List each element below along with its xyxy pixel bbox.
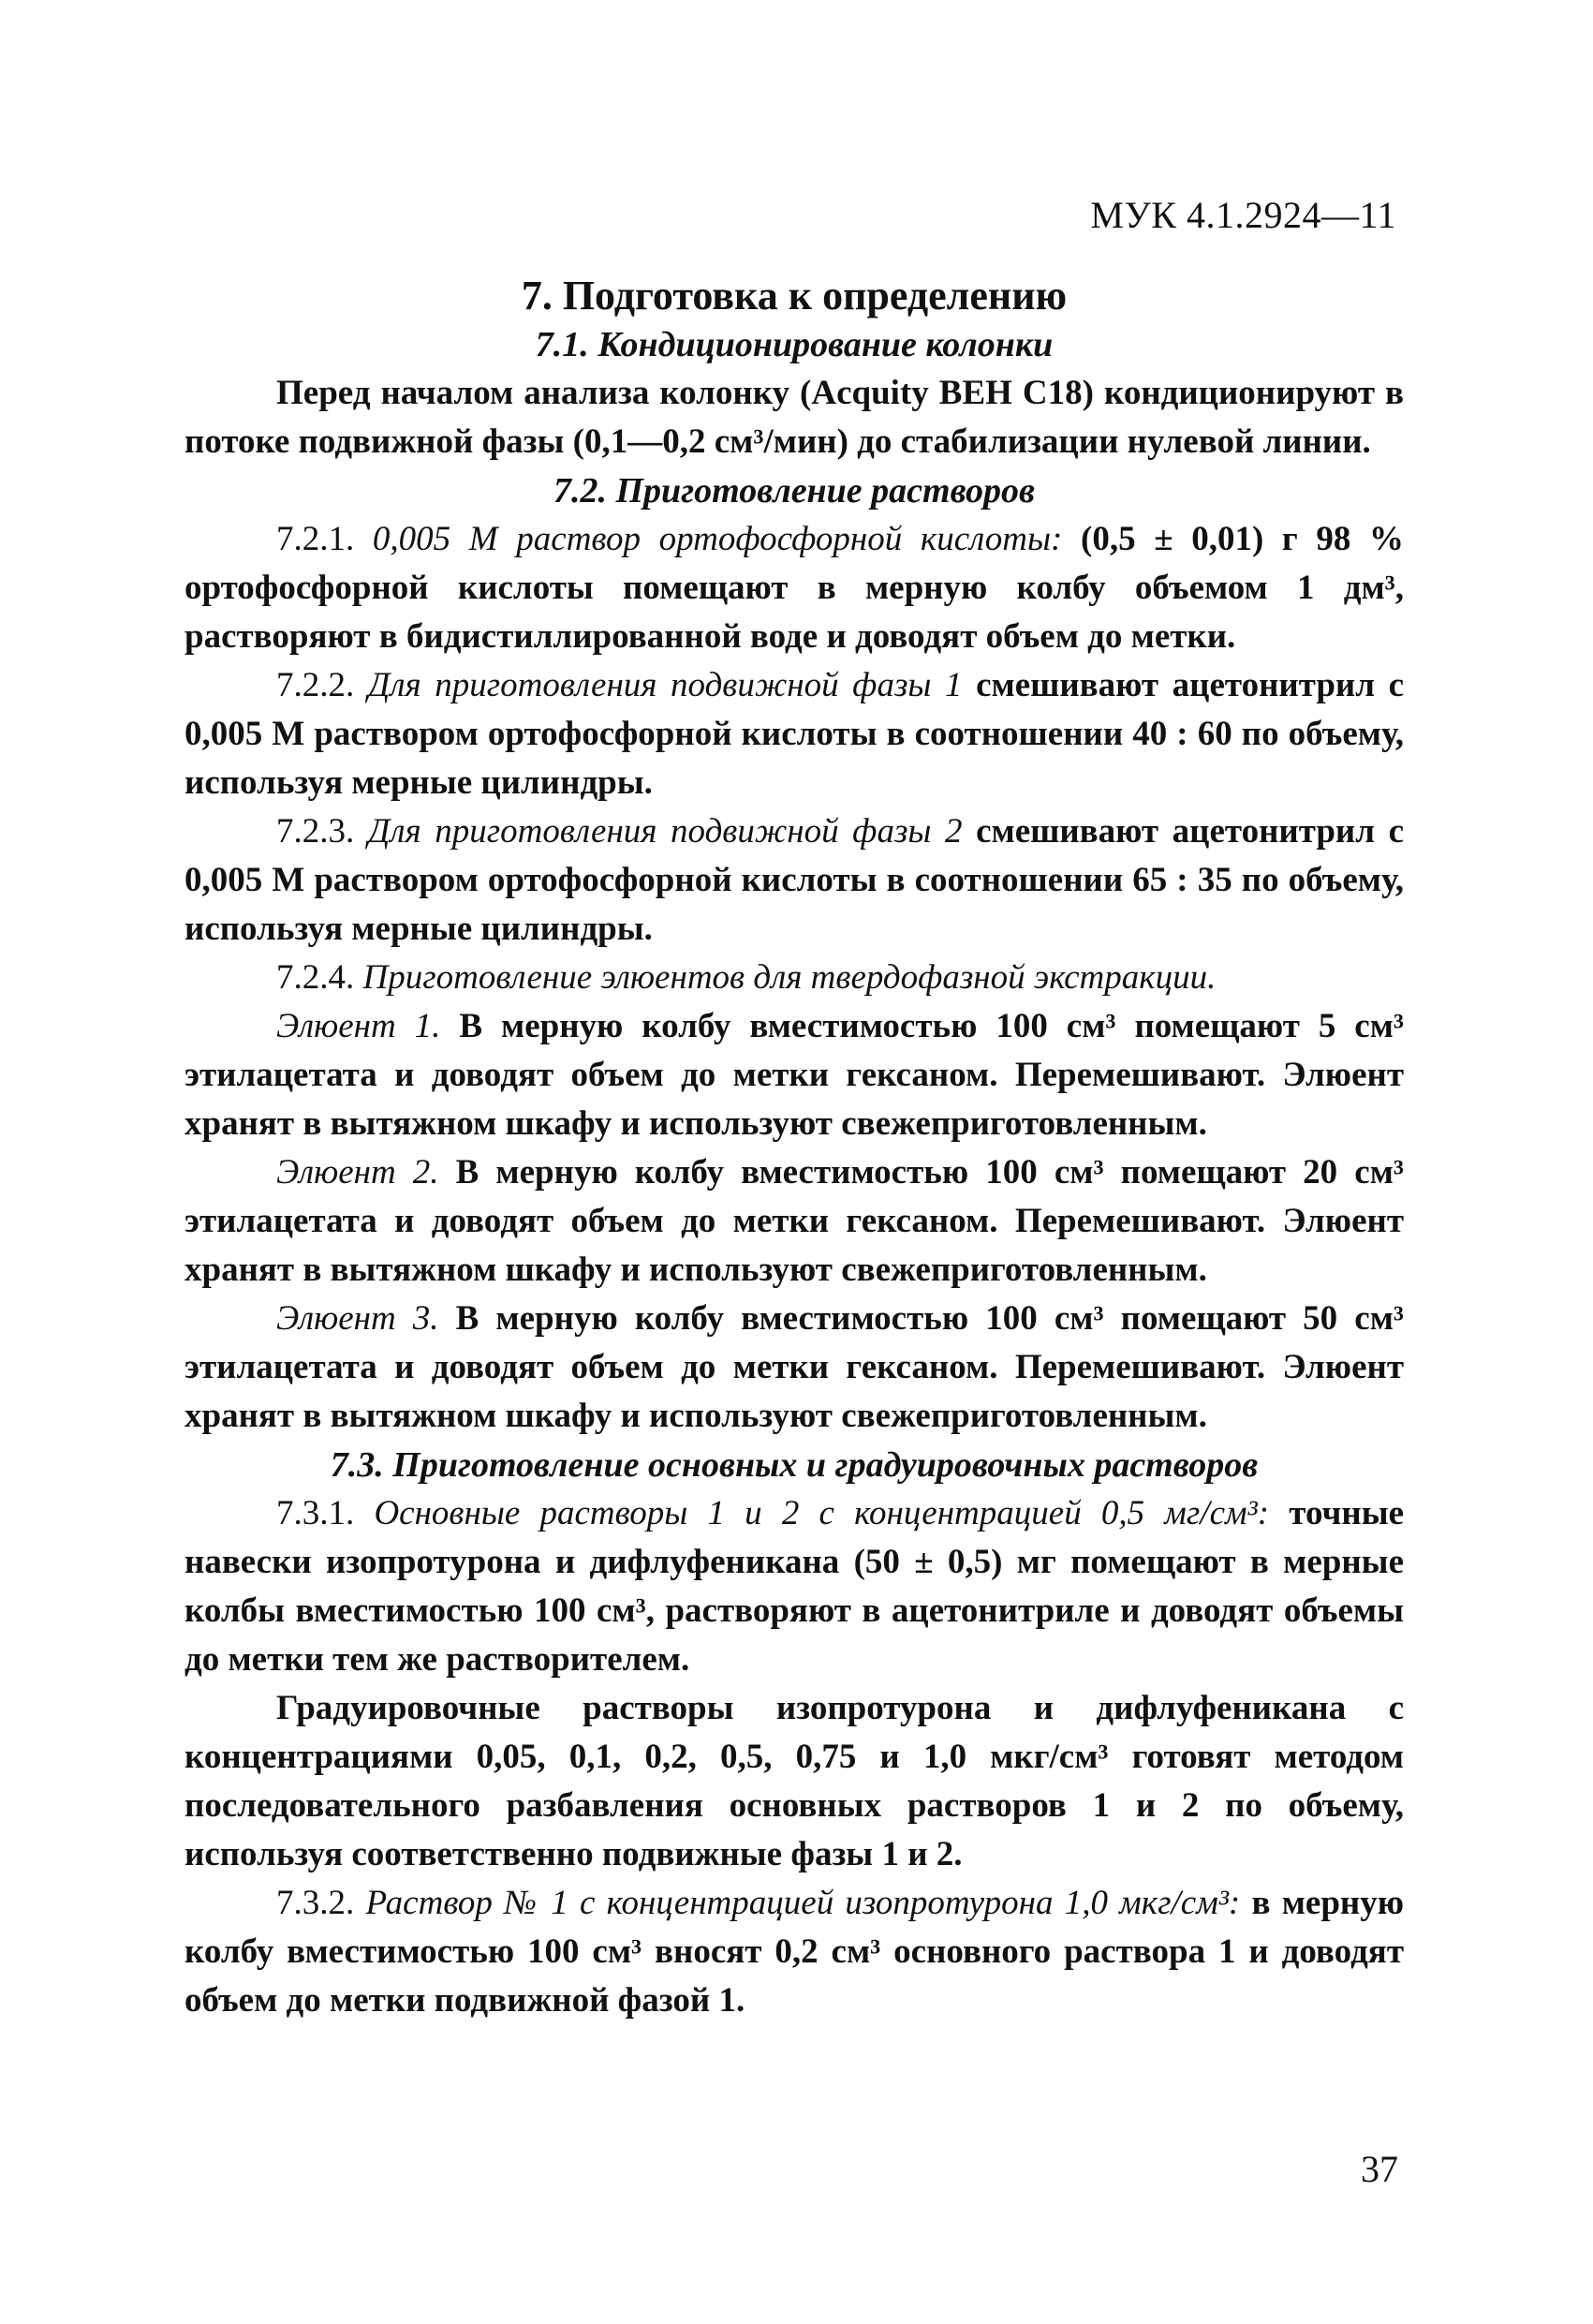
clause-text: смешивают ацетонитрил с 0,005 М раствором ортофосфорной кислоты в соотношении 40 : 60 по объему, используя мерные цилиндры. <box>184 666 1404 802</box>
clause-italic: 0,005 М раствор ортофосфорной кислоты: <box>372 520 1063 558</box>
paragraph-7-3-1 <box>184 1489 1404 1684</box>
eluent-label: Элюент 2. <box>276 1153 439 1192</box>
subsection-title-7-3: 7.3. Приготовление основных и градуировочных растворов <box>330 1445 1259 1485</box>
clause-italic: Для приготовления подвижной фазы 2 <box>367 812 963 851</box>
paragraph-7-1: Перед началом анализа колонку (Acquity BEH C18) кондиционируют в потоке подвижной фазы (0,1—0,2 см³/мин) до стабилизации нулевой линии. <box>184 374 1404 461</box>
document-code-header: МУК 4.1.2924—11 <box>1090 194 1396 236</box>
paragraph-eluent-2 <box>184 1148 1404 1295</box>
clause-italic: Раствор № 1 с концентрацией изопротурона 1,0 мкг/см³: <box>365 1884 1241 1922</box>
clause-italic: Для приготовления подвижной фазы 1 <box>367 666 963 704</box>
eluent-text: В мерную колбу вместимостью 100 см³ помещают 5 см³ этилацетата и доводят объем до метки гексаном. Перемешивают. Элюент хранят в вытяжном шкафу и используют свежеприготовленным. <box>184 1007 1405 1143</box>
paragraph-calibration: Градуировочные растворы изопротурона и дифлуфеникана с концентрациями 0,05, 0,1, 0,2, 0,5, 0,75 и 1,0 мкг/см³ готовят методом последовательного разбавления основных растворов 1 и 2 по объему, используя соответственно подвижные фазы 1 и 2. <box>184 1689 1404 1873</box>
paragraph-eluent-1 <box>184 1002 1404 1148</box>
clause-number: 7.2.1. <box>276 520 355 558</box>
paragraph-7-2-2 <box>184 661 1404 807</box>
clause-number: 7.2.4. <box>276 958 355 997</box>
clause-italic: Основные растворы 1 и 2 с концентрацией 0,5 мг/см³: <box>374 1494 1270 1532</box>
document-body <box>184 272 1404 2025</box>
eluent-label: Элюент 1. <box>276 1007 441 1045</box>
clause-text: (0,5 ± 0,01) г 98 % ортофосфорной кислоты помещают в мерную колбу объемом 1 дм³, растворяют в бидистиллированной воде и доводят объем до метки. <box>184 520 1405 656</box>
paragraph-7-2-1 <box>184 515 1404 661</box>
clause-text: точные навески изопротурона и дифлуфеникана (50 ± 0,5) мг помещают в мерные колбы вместимостью 100 см³, растворяют в ацетонитриле и доводят объемы до метки тем же растворителем. <box>184 1494 1405 1679</box>
eluent-label: Элюент 3. <box>276 1299 439 1338</box>
clause-text: в мерную колбу вместимостью 100 см³ вносят 0,2 см³ основного раствора 1 и доводят объем до метки подвижной фазой 1. <box>184 1884 1405 2020</box>
paragraph-7-2-4 <box>184 954 1404 1002</box>
eluent-text: В мерную колбу вместимостью 100 см³ помещают 20 см³ этилацетата и доводят объем до метки гексаном. Перемешивают. Элюент хранят в вытяжном шкафу и используют свежеприготовленным. <box>184 1153 1404 1289</box>
eluent-text: В мерную колбу вместимостью 100 см³ помещают 50 см³ этилацетата и доводят объем до метки гексаном. Перемешивают. Элюент хранят в вытяжном шкафу и используют свежеприготовленным. <box>184 1299 1404 1435</box>
clause-number: 7.3.1. <box>276 1494 355 1532</box>
clause-number: 7.2.3. <box>276 812 355 851</box>
paragraph-7-3-2 <box>184 1879 1404 2025</box>
subsection-title-7-1: 7.1. Кондиционирование колонки <box>535 325 1054 364</box>
clause-italic: Приготовление элюентов для твердофазной экстракции. <box>362 958 1217 997</box>
subsection-title-7-2: 7.2. Приготовление растворов <box>553 471 1036 511</box>
clause-text: смешивают ацетонитрил с 0,005 М раствором ортофосфорной кислоты в соотношении 65 : 35 по объему, используя мерные цилиндры. <box>184 812 1404 948</box>
clause-number: 7.2.2. <box>276 666 355 704</box>
paragraph-eluent-3 <box>184 1295 1404 1441</box>
paragraph-7-2-3 <box>184 807 1404 954</box>
page-number: 37 <box>1361 2148 1398 2190</box>
section-title: 7. Подготовка к определению <box>521 273 1068 318</box>
clause-number: 7.3.2. <box>276 1884 355 1922</box>
